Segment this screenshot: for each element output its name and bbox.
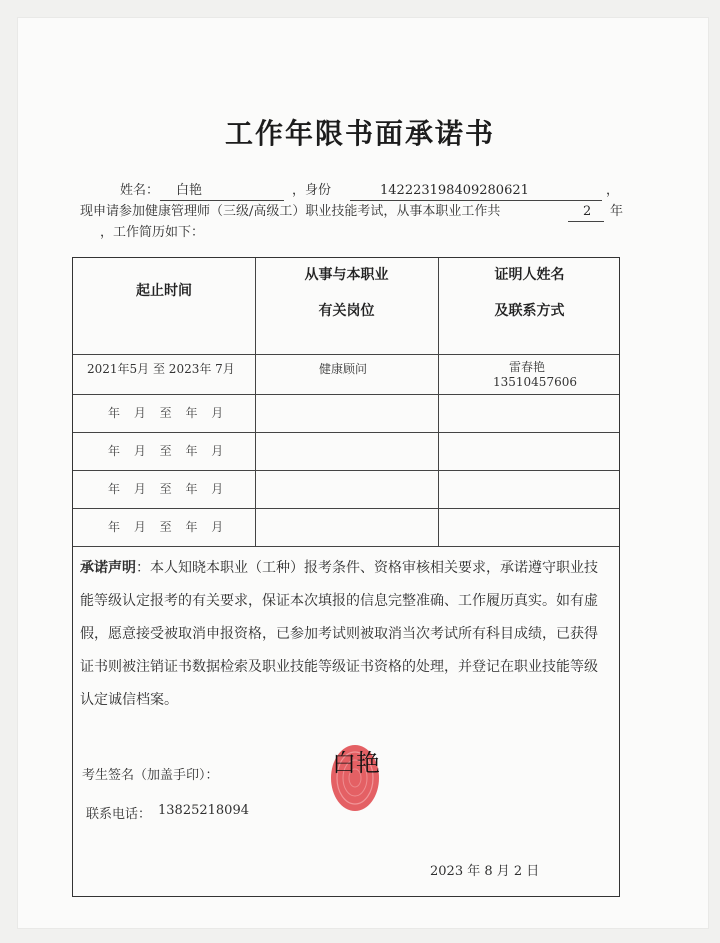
table-row-divider [73,546,619,547]
declaration-text [80,552,605,717]
row1-witness-name: 雷春艳 [509,360,546,374]
name-label: 姓名： [120,183,160,198]
header-position-line1: 从事与本职业 [304,267,389,283]
table-row-divider [73,470,619,471]
year-unit: 年 [610,204,624,219]
resume-intro-line: ，工作简历如下： [100,225,205,240]
header-witness-line1: 证明人姓名 [494,267,565,283]
line1-comma: ， [606,183,620,198]
table-row-divider [73,394,619,395]
years-field-value: 2 [583,204,592,219]
row1-witness-phone: 13510457606 [493,375,577,389]
signature-fingerprint-icon [320,730,415,820]
header-period: 起止时间 [136,283,192,299]
table-row-divider [73,432,619,433]
document-title: 工作年限书面承诺书 [224,117,495,150]
id-field-value: 142223198409280621 [380,183,529,198]
header-position-line2: 有关岗位 [318,303,375,319]
row4-period-placeholder: 年 月 至 年 月 [108,482,224,496]
phone-value: 13825218094 [158,803,249,818]
phone-label: 联系电话： [86,807,152,822]
id-label: ，身份 [292,183,332,198]
row5-period-placeholder: 年 月 至 年 月 [108,520,224,534]
table-row-divider [73,354,619,355]
row3-period-placeholder: 年 月 至 年 月 [108,444,224,458]
declaration-body: ：本人知晓本职业（工种）报考条件、资格审核相关要求，承诺遵守职业技能等级认定报考的有关要求，保证本次填报的信息完整准确、工作履历真实。如有虚假，愿意接受被取消申报资格，已参加考试则被取消当次考试所有科目成绩，已获得证书则被注销证书数据检索及职业技能等级证书资格的处理，并登记在职业技能等级认定诚信档案。 [80,560,598,708]
signature-label: 考生签名（加盖手印）： [82,768,219,783]
row2-period-placeholder: 年 月 至 年 月 [108,406,224,420]
declaration-label: 承诺声明 [80,560,136,576]
signing-date: 2023 年 8 月 2 日 [430,864,540,879]
row1-period: 2021年5月 至 2023年 7月 [87,362,235,376]
row1-position: 健康顾问 [319,362,368,376]
header-witness-line2: 及联系方式 [494,303,565,319]
application-line: 现申请参加健康管理师（三级/高级工）职业技能考试，从事本职业工作共 [80,204,501,219]
name-field-value: 白艳 [176,183,203,198]
signature-text: 白艳 [332,751,380,777]
table-row-divider [73,508,619,509]
